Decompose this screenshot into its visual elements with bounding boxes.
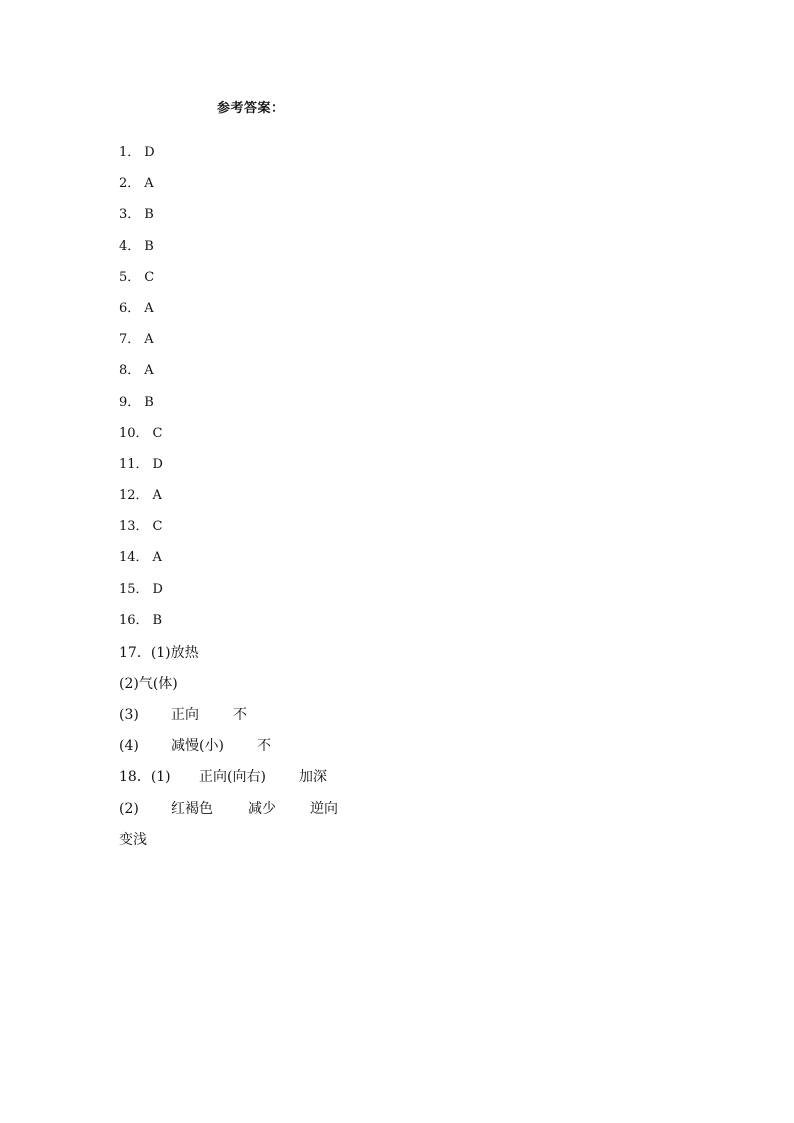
answer-blank: 加深 [299,769,327,785]
answer-item [119,300,163,331]
answer-item [119,331,163,362]
answer-blank: 不 [233,707,247,723]
answer-choice: D [152,456,163,472]
question-number: 8． [119,363,141,379]
answer-choice: A [144,300,154,316]
question-number: 16． [119,612,149,628]
question-number: 2． [119,176,141,192]
question-number: 7． [119,332,141,348]
answer-item [119,456,163,487]
answer-item [119,518,163,549]
answer-choice: D [152,581,163,597]
part-label: (4) [119,738,139,754]
answer-choice: D [144,145,155,160]
answer-item [119,269,163,300]
question-number: 14． [119,550,149,566]
q17-part4 [119,737,419,757]
answer-item [119,206,163,237]
q18-part3: 变浅 [119,832,147,848]
answer-choice: C [152,425,163,441]
answer-item [119,612,163,643]
question-number: 4． [119,238,141,254]
answer-item [119,238,163,269]
answer-blank: 逆向 [310,801,338,817]
answer-blank: 红褐色 [171,801,213,817]
question-number: 11． [119,456,149,472]
answer-choice: B [144,394,154,410]
answer-blank: 正向 [171,707,199,723]
answer-item [119,487,163,518]
answer-item [119,144,163,175]
answer-choice: A [144,176,154,192]
answer-item [119,175,163,206]
answer-blank: 减慢(小) [171,738,224,754]
answer-key-title: 参考答案： [217,101,285,116]
answer-item [119,581,163,612]
answer-choice: A [152,488,162,504]
part-label: (3) [119,707,139,723]
question-number: 6． [119,300,141,316]
answer-choice: C [152,519,163,535]
question-number: 15． [119,581,149,597]
q17-part2: (2)气(体) [119,676,178,692]
answer-blank: 正向(向右) [199,769,266,785]
answer-choice: A [144,332,154,348]
answer-item [119,425,163,456]
answer-choice: A [144,363,154,379]
answer-choice: A [152,550,162,566]
answer-item [119,362,163,393]
part-label: (2) [119,801,139,817]
q18-part1 [119,768,439,788]
answer-choice: C [144,269,155,285]
answer-choice: B [144,207,154,223]
q18-part2 [119,800,439,820]
question-number: 9． [119,394,141,410]
question-number: 10． [119,425,149,441]
question-number: 13． [119,519,149,535]
answer-list [119,144,163,643]
question-number: 3． [119,207,141,223]
question-number: 5． [119,269,141,285]
answer-item [119,394,163,425]
question-number: 1． [119,145,141,160]
question-number: 12． [119,488,149,504]
part-label: 18．(1) [119,769,171,785]
answer-blank: 不 [257,738,271,754]
q17-part1: 17．(1)放热 [119,645,199,661]
q17-part3 [119,706,419,726]
answer-choice: B [144,238,154,254]
answer-item [119,549,163,580]
answer-choice: B [152,612,163,628]
answer-blank: 减少 [248,801,276,817]
